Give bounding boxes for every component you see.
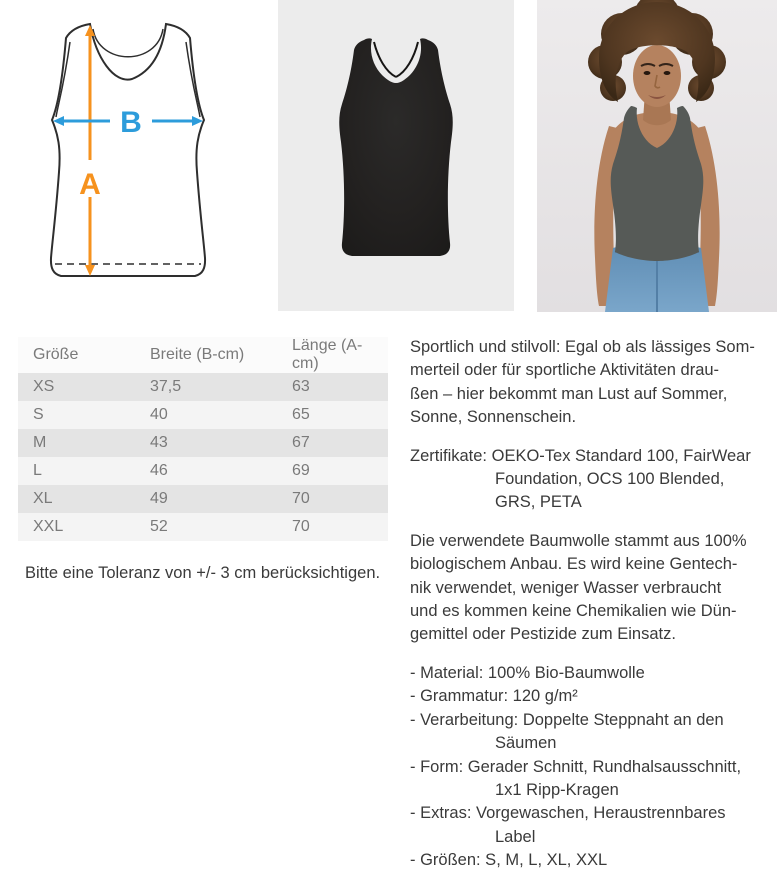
size-table-cell: XXL: [33, 518, 64, 535]
model-wearing-tank-image: [537, 0, 777, 312]
certificates-paragraph: [410, 445, 777, 515]
width-label-b: B: [120, 106, 142, 139]
text-line: - Material: 100% Bio-Baumwolle: [410, 663, 645, 682]
size-table-header-row: [18, 337, 388, 373]
size-table: [18, 337, 388, 541]
text-line: GRS, PETA: [495, 493, 582, 512]
col-header-groesse: Größe: [18, 337, 135, 373]
size-table-cell: 70: [292, 490, 310, 507]
text-line: Sonne, Sonnenschein.: [410, 408, 577, 427]
size-table-cell: 46: [150, 462, 168, 479]
size-table-container: [18, 337, 388, 541]
size-table-row: [18, 401, 388, 429]
size-table-body: [18, 373, 388, 541]
size-table-cell: 65: [292, 406, 310, 423]
text-line: gemittel oder Pestizide zum Einsatz.: [410, 625, 676, 644]
col-header-laenge: Länge (A-cm): [277, 337, 388, 373]
text-line: - Verarbeitung: Doppelte Steppnaht an den: [410, 710, 724, 729]
garment-outline: [51, 24, 205, 276]
size-table-row: [18, 429, 388, 457]
product-photo-flat[interactable]: [278, 0, 514, 311]
text-line: nik verwendet, weniger Wasser verbraucht: [410, 578, 722, 597]
text-line: 1x1 Ripp-Kragen: [495, 780, 619, 799]
product-photo-model[interactable]: [537, 0, 777, 312]
text-line: - Größen: S, M, L, XL, XXL: [410, 851, 608, 870]
text-line: - Grammatur: 120 g/m²: [410, 687, 578, 706]
text-line: Foundation, OCS 100 Blended,: [495, 470, 725, 489]
size-table-cell: 69: [292, 462, 310, 479]
text-line: biologischem Anbau. Es wird keine Gentech-: [410, 555, 738, 574]
text-line: - Extras: Vorgewaschen, Heraustrennbares: [410, 804, 726, 823]
size-table-row: [18, 513, 388, 541]
black-tank-top-image: [278, 0, 514, 311]
size-table-cell: 63: [292, 378, 310, 395]
text-line: - Form: Gerader Schnitt, Rundhalsausschnitt,: [410, 757, 742, 776]
text-line: Label: [495, 827, 536, 846]
intro-paragraph: [410, 336, 777, 430]
tank-top-outline-drawing: [0, 0, 278, 312]
size-table-cell: 49: [150, 490, 168, 507]
size-table-cell: XS: [33, 378, 55, 395]
text-line: ßen – hier bekommt man Lust auf Sommer,: [410, 384, 728, 403]
tolerance-note: Bitte eine Toleranz von +/- 3 cm berücksichtigen.: [25, 564, 381, 582]
size-table-cell: 67: [292, 434, 310, 451]
text-line: merteil oder für sportliche Aktivitäten drau-: [410, 361, 720, 380]
size-table-cell: 70: [292, 518, 310, 535]
text-line: und es kommen keine Chemikalien wie Dün-: [410, 602, 737, 621]
size-table-cell: M: [33, 434, 47, 451]
size-table-cell: 37,5: [150, 378, 182, 395]
product-description: [410, 336, 777, 888]
size-table-cell: L: [33, 462, 42, 479]
size-table-cell: 43: [150, 434, 168, 451]
text-line: Sportlich und stilvoll: Egal ob als lässiges Som-: [410, 338, 755, 356]
text-line: Die verwendete Baumwolle stammt aus 100%: [410, 531, 747, 550]
spec-bullet-list: [410, 662, 777, 873]
size-measure-diagram: [0, 0, 278, 312]
col-header-breite: Breite (B-cm): [135, 337, 277, 373]
size-table-cell: 40: [150, 406, 168, 423]
organic-cotton-paragraph: [410, 530, 777, 647]
size-table-row: [18, 457, 388, 485]
size-table-cell: 52: [150, 518, 168, 535]
size-table-row: [18, 373, 388, 401]
size-table-cell: XL: [33, 490, 53, 507]
size-table-cell: S: [33, 406, 44, 423]
text-line: Säumen: [495, 734, 557, 753]
text-line: Zertifikate: OEKO-Tex Standard 100, FairWear: [410, 446, 751, 465]
size-table-row: [18, 485, 388, 513]
length-label-a: A: [79, 168, 101, 201]
